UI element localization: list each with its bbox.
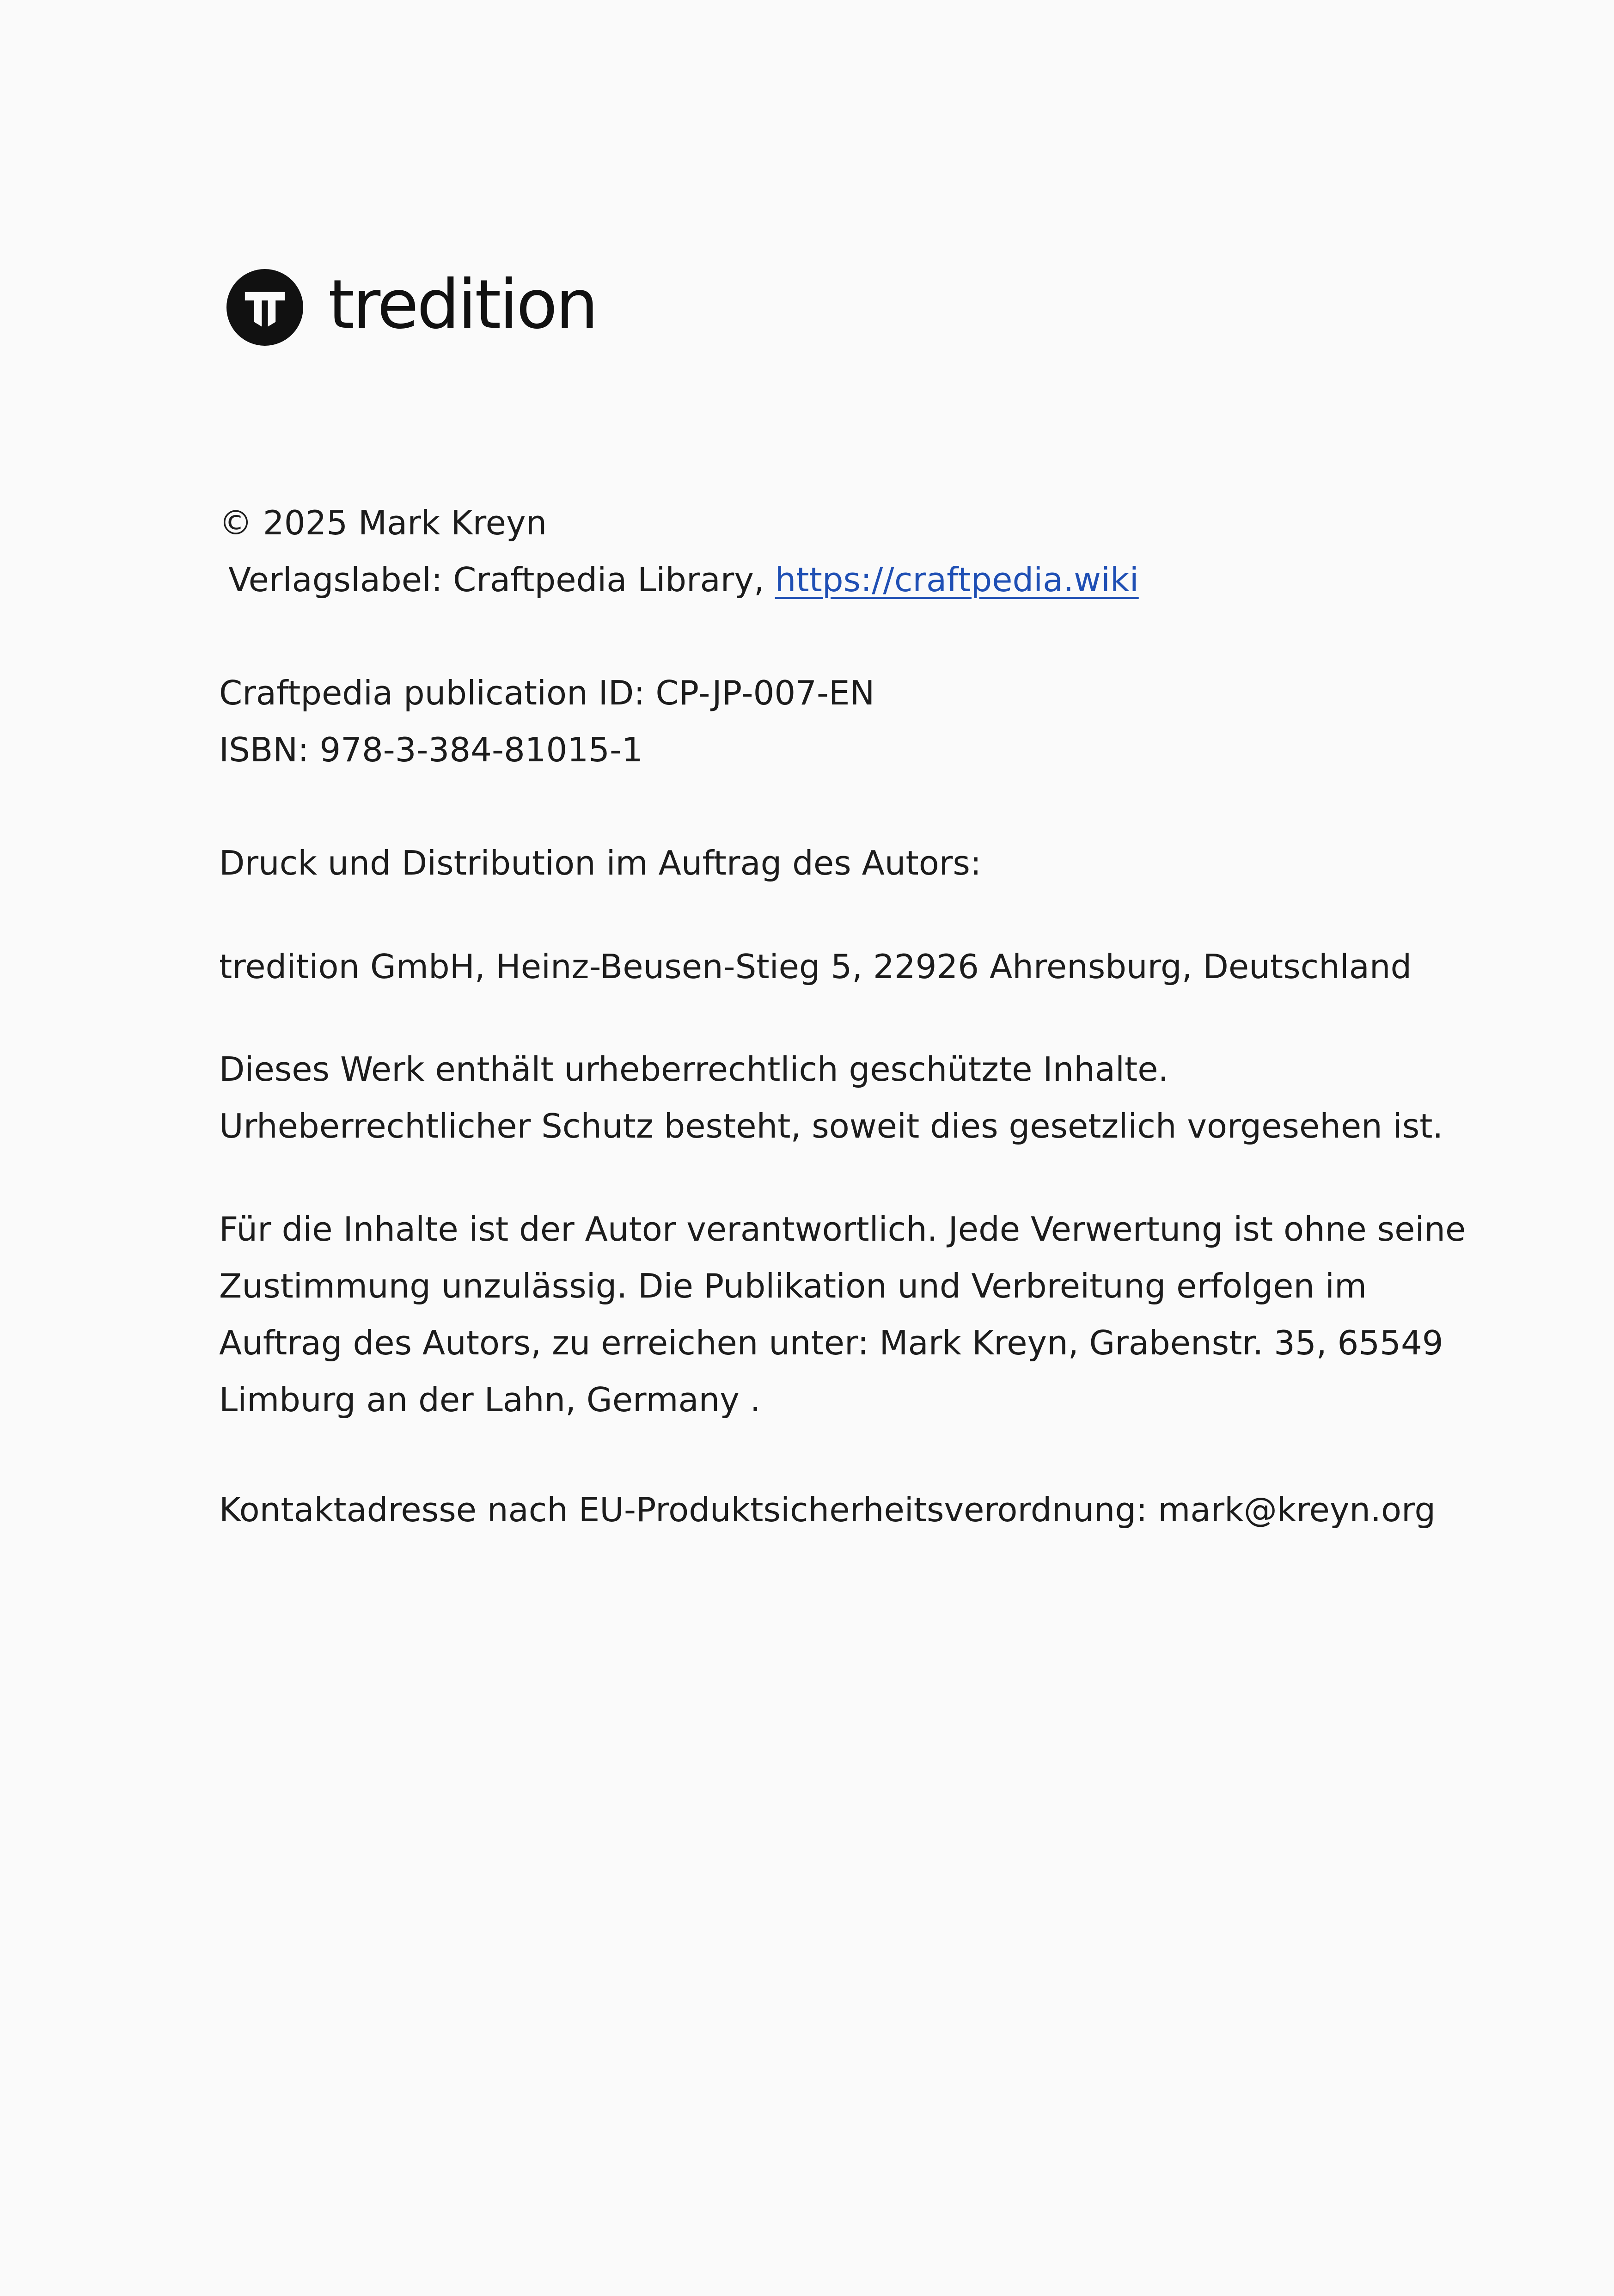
responsibility-block: [219, 1201, 1467, 1428]
printing-address-block: [219, 938, 1467, 995]
copyright-block: [219, 495, 1467, 608]
contact-block: [219, 1482, 1467, 1538]
rights-line-2: Urheberrechtlicher Schutz besteht, soweit dies gesetzlich vorgesehen ist.: [219, 1107, 1443, 1145]
logo-wordmark: tredition: [328, 265, 597, 344]
responsibility-line-2: Zustimmung unzulässig. Die Publikation und Verbreitung erfolgen im: [219, 1267, 1367, 1305]
printing-intro: Druck und Distribution im Auftrag des Autors:: [219, 844, 982, 882]
copyright-line: © 2025 Mark Kreyn: [219, 503, 547, 542]
isbn-line: ISBN: 978-3-384-81015-1: [219, 730, 643, 769]
responsibility-line-4: Limburg an der Lahn, Germany .: [219, 1380, 761, 1419]
publisher-logo: [226, 265, 597, 347]
responsibility-line-1: Für die Inhalte ist der Autor verantwortlich. Jede Verwertung ist ohne seine: [219, 1210, 1466, 1249]
responsibility-line-3: Auftrag des Autors, zu erreichen unter: Mark Kreyn, Grabenstr. 35, 65549: [219, 1323, 1443, 1362]
printing-address: tredition GmbH, Heinz-Beusen-Stieg 5, 22926 Ahrensburg, Deutschland: [219, 947, 1412, 986]
publication-id: Craftpedia publication ID: CP-JP-007-EN: [219, 673, 875, 712]
rights-line-1: Dieses Werk enthält urheberrechtlich geschützte Inhalte.: [219, 1050, 1169, 1089]
printing-intro-block: [219, 835, 1467, 892]
identifier-block: [219, 665, 1467, 778]
contact-line: Kontaktadresse nach EU-Produktsicherheitsverordnung: mark@kreyn.org: [219, 1490, 1436, 1529]
rights-block: [219, 1041, 1467, 1155]
publisher-label-text: Verlagslabel: Craftpedia Library,: [228, 560, 775, 599]
publisher-label-line: [219, 551, 1467, 608]
craftpedia-link[interactable]: https://craftpedia.wiki: [775, 560, 1139, 599]
tredition-logo-icon: [226, 269, 303, 346]
